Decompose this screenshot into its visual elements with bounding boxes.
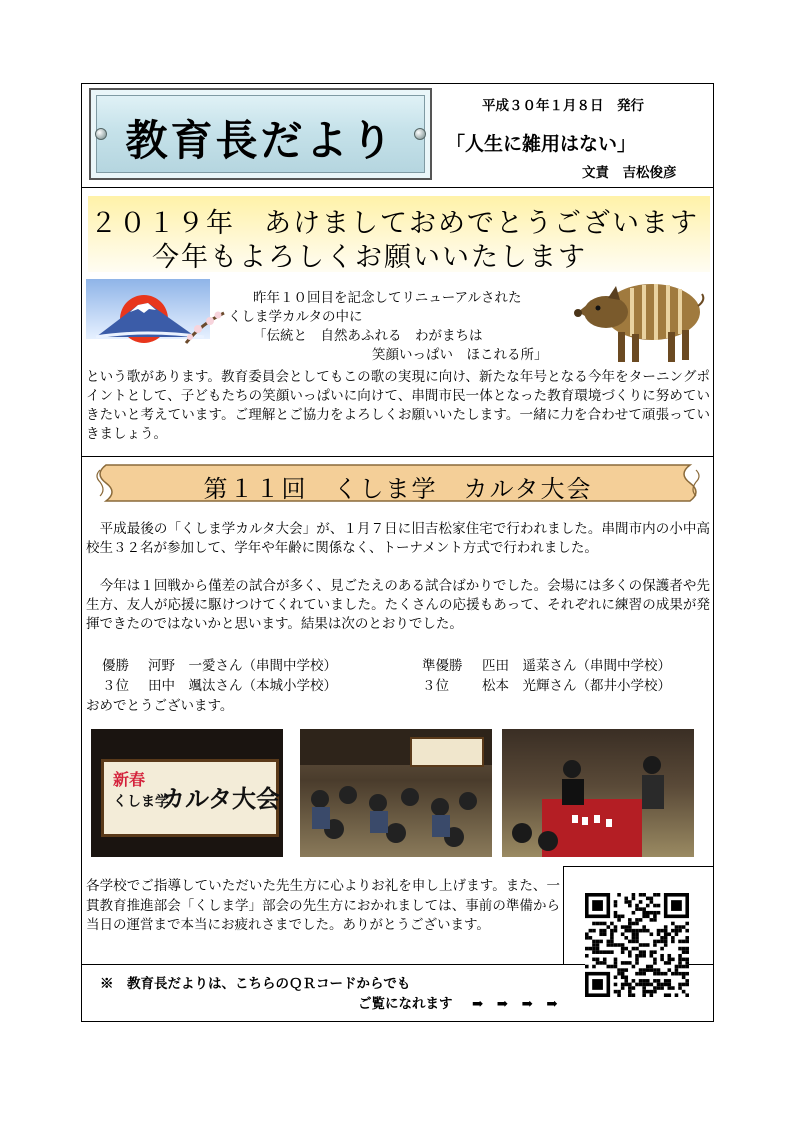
- karuta-paragraph-2: 今年は１回戦から僅差の試合が多く、見ごたえのある試合ばかりでした。会場には多くの保護者や先生方、友人が応援に駆けつけてくれていました。たくさんの応援もあって、それぞれに練習の成果が発揮できたのではないかと思います。結果は次のとおりでした。: [86, 578, 710, 632]
- karuta-paragraph-1: 平成最後の「くしま学カルタ大会」が、１月７日に旧吉松家住宅で行われました。串間市内の小中高校生３２名が参加して、学年や年齢に関係なく、トーナメント方式で行われました。: [86, 521, 710, 556]
- issue-date: 平成３０年１月８日 発行: [482, 98, 644, 114]
- qr-code-icon[interactable]: [585, 893, 689, 997]
- poem-line: 笑顔いっぱい ほこれる所」: [372, 347, 548, 363]
- result-name: 松本 光輝さん（都井小学校）: [482, 678, 671, 694]
- poem-line: 昨年１０回目を記念してリニューアルされた: [253, 290, 522, 306]
- result-name: 匹田 遥菜さん（串間中学校）: [482, 658, 671, 674]
- divider: [563, 866, 714, 867]
- result-place: 優勝: [102, 658, 129, 674]
- author: 文責 吉松俊彦: [582, 165, 677, 181]
- page-title: 教育長だより: [125, 116, 396, 165]
- footer-note: ※ 教育長だよりは、こちらのＱＲコードからでも: [100, 976, 411, 992]
- greeting-line-1: ２０１９年 あけましておめでとうございます: [90, 208, 699, 239]
- motto: 「人生に雑用はない」: [446, 133, 637, 155]
- greeting-paragraph: という歌があります。教育委員会としてもこの歌の実現に向け、新たな年号となる今年をターニングポイントとして、子どもたちの笑顔いっぱいに向けて、串間市民一体となった教育環境づくりに努めていきたいと考えています。ご理解とご協力をよろしくお願いいたします。一緒に力を合わせて頑張っていきましょう。: [86, 369, 710, 442]
- result-place: ３位: [102, 678, 129, 694]
- result-name: 河野 一愛さん（串間中学校）: [148, 658, 337, 674]
- poem-line: くしま学カルタの中に: [228, 309, 363, 325]
- result-name: 田中 颯汰さん（本城小学校）: [148, 678, 337, 694]
- photo-karuta-sign: [91, 729, 283, 857]
- photo-venue-crowd: [300, 729, 492, 857]
- congratulations: おめでとうございます。: [86, 698, 234, 714]
- result-place: ３位: [422, 678, 449, 694]
- result-place: 準優勝: [422, 658, 463, 674]
- thanks-paragraph: 各学校でご指導していただいた先生方に心よりお礼を申し上げます。また、一貫教育推進部会「くしま学」部会の先生方におかれましては、事前の準備から当日の運営まで本当にお疲れさまでした。ありがとうございます。: [86, 878, 560, 933]
- greeting-line-2: 今年もよろしくお願いいたします: [152, 242, 587, 273]
- karuta-banner-title: 第１１回 くしま学 カルタ大会: [203, 475, 593, 503]
- sign-text-sub: くしま学: [113, 794, 169, 810]
- arrow-icons: ➡ ➡ ➡ ➡: [472, 996, 558, 1012]
- sign-text-top: 新春: [113, 770, 146, 789]
- photo-match: [502, 729, 694, 857]
- poem-line: 「伝統と 自然あふれる わがまちは: [253, 328, 483, 344]
- divider: [563, 866, 564, 964]
- wild-boar-icon: [572, 268, 708, 368]
- sign-text-main: カルタ大会: [161, 784, 281, 813]
- mount-fuji-sunrise-icon: [86, 279, 226, 351]
- footer-note-2: ご覧になれます: [358, 996, 453, 1012]
- title-plate: [89, 88, 432, 180]
- divider: [81, 187, 714, 188]
- divider: [81, 456, 714, 457]
